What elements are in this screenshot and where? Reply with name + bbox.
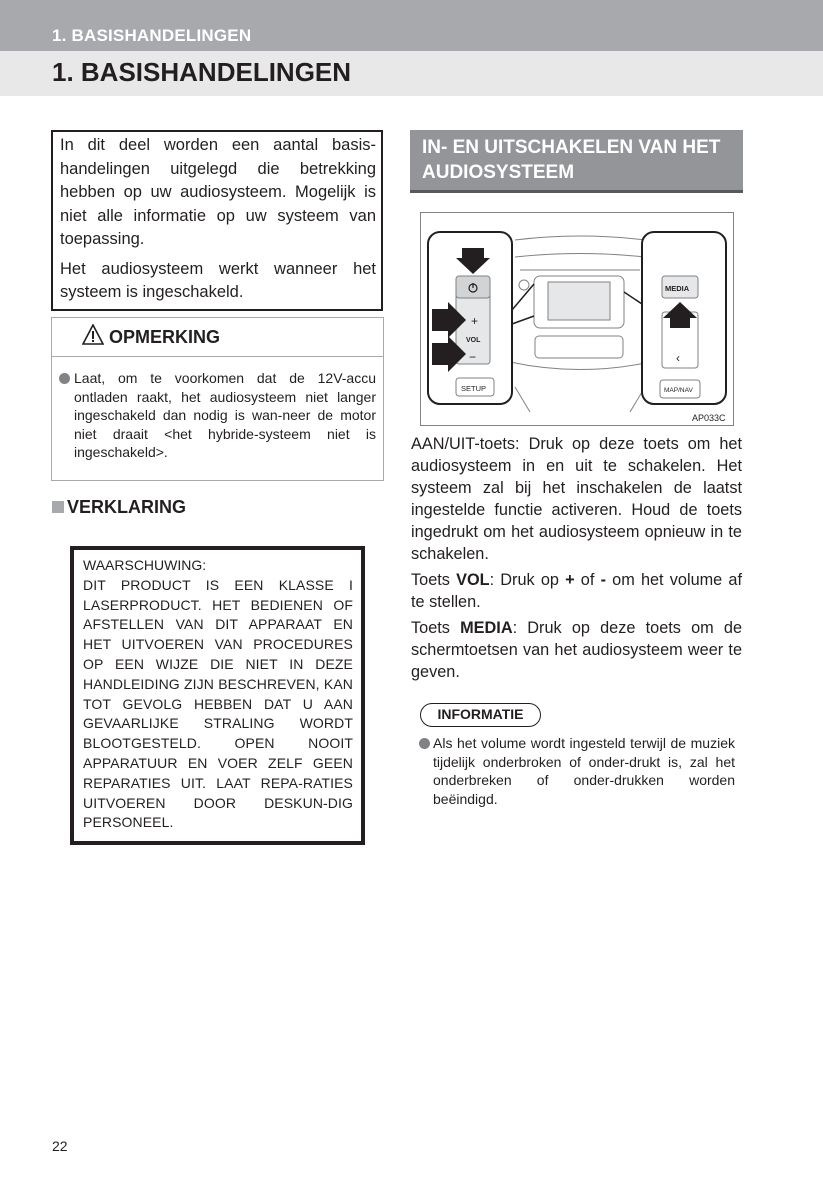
media-label: MEDIA bbox=[665, 284, 690, 293]
notice-title: OPMERKING bbox=[109, 327, 221, 347]
info-bullet bbox=[419, 734, 735, 808]
square-bullet-icon bbox=[52, 501, 64, 513]
plus-label: + bbox=[471, 314, 479, 328]
bullet-dot-icon bbox=[59, 373, 70, 384]
setup-label: SETUP bbox=[461, 384, 487, 393]
laser-warning-box bbox=[70, 546, 365, 845]
page-number: 22 bbox=[52, 1138, 68, 1154]
notice-text: Laat, om te voorkomen dat de 12V-accu ontladen raakt, het audiosysteem niet langer ingeschakeld dan nodig is wan-neer de motor niet draait <het hybride-systeem niet is ingeschakeld>. bbox=[74, 370, 376, 460]
media-suffix: : Druk op deze toets om de schermtoetsen van het audiosysteem weer te geven. bbox=[411, 619, 743, 681]
mapnav-label: MAP/NAV bbox=[664, 387, 693, 394]
media-description bbox=[411, 617, 742, 683]
verklaring-heading bbox=[52, 497, 186, 518]
vol-suffix: om het volume af te stellen. bbox=[411, 571, 742, 611]
section-label: 1. BASISHANDELINGEN bbox=[52, 26, 252, 45]
illustration-code: AP033C bbox=[692, 413, 726, 423]
intro-paragraph-2: Het audiosysteem werkt wanneer het systeem is ingeschakeld. bbox=[60, 259, 376, 301]
title-band bbox=[0, 51, 823, 96]
notice-bullet bbox=[59, 369, 376, 462]
info-text: Als het volume wordt ingesteld terwijl de muziek tijdelijk onderbroken of onder-drukt is, zal het onderbreken of onder-drukken worden beëindigd. bbox=[433, 735, 735, 807]
intro-box bbox=[51, 130, 383, 311]
power-description: AAN/UIT-toets: Druk op deze toets om het audiosysteem in en uit te schakelen. Het systeem zal bij het inschakelen de laatst ingestelde functie activeren. Houd de toets ingedrukt om het audiosysteem opnieuw in te schakelen. bbox=[411, 435, 742, 563]
section-heading: IN- EN UITSCHAKELEN VAN HET AUDIOSYSTEEM bbox=[410, 130, 743, 193]
minus-key: - bbox=[600, 571, 606, 589]
vol-label: VOL bbox=[466, 337, 481, 344]
warning-text: DIT PRODUCT IS EEN KLASSE I LASERPRODUCT. HET BEDIENEN OF AFSTELLEN VAN DIT APPARAAT EN HET UITVOEREN VAN PROCEDURES OP EEN WIJZE DIE NIET IN DEZE HANDLEIDING ZIJN BESCHREVEN, KAN TOT GEVOLG HEBBEN DAT U AAN GEVAARLIJKE STRALING WORDT BLOOTGESTELD. OPEN NOOIT APPARATUUR EN VOER ZELF GEEN REPARATIES UIT. LAAT REPA-RATIES UITVOEREN DOOR DESKUN-DIG PERSONEEL. bbox=[83, 576, 353, 831]
info-label: INFORMATIE bbox=[420, 703, 541, 727]
warning-triangle-icon bbox=[82, 324, 104, 346]
verklaring-heading-text: VERKLARING bbox=[67, 497, 187, 517]
vol-mid: : Druk op bbox=[489, 571, 566, 589]
vol-key: VOL bbox=[456, 571, 490, 589]
plus-key: + bbox=[565, 571, 575, 589]
page-title: 1. BASISHANDELINGEN bbox=[52, 57, 352, 87]
notice-header bbox=[52, 318, 383, 357]
audio-panel-illustration bbox=[420, 212, 734, 426]
section-body bbox=[411, 433, 742, 687]
media-prefix: Toets bbox=[411, 619, 461, 637]
media-key: MEDIA bbox=[460, 619, 513, 637]
bullet-dot-icon bbox=[419, 738, 430, 749]
vol-description bbox=[411, 569, 742, 613]
intro-paragraph-1: In dit deel worden een aantal basis-handelingen uitgelegd die betrekking hebben op uw audiosysteem. Mogelijk is niet alle informatie op uw systeem van toepassing. bbox=[60, 136, 376, 248]
header-band bbox=[0, 0, 823, 51]
vol-prefix: Toets bbox=[411, 571, 457, 589]
vol-of: of bbox=[574, 571, 601, 589]
notice-box bbox=[51, 317, 384, 481]
warning-title: WAARSCHUWING: bbox=[83, 557, 207, 573]
back-label: ‹ bbox=[676, 351, 680, 365]
minus-label: − bbox=[469, 350, 477, 364]
